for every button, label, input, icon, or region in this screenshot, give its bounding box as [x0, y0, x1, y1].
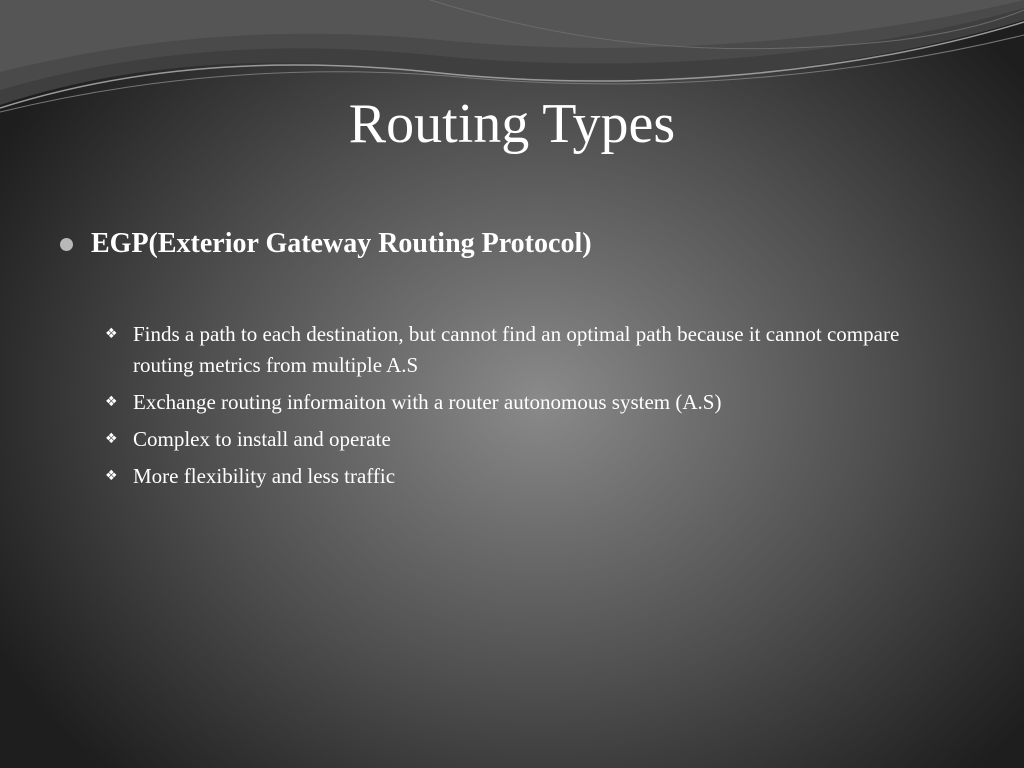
sub-bullet-text: More flexibility and less traffic — [133, 464, 396, 488]
sub-bullet-item — [105, 387, 925, 418]
sub-bullet-item — [105, 461, 925, 492]
round-bullet-icon — [60, 238, 73, 251]
diamond-bullet-icon: ❖ — [105, 326, 118, 342]
diamond-bullet-icon: ❖ — [105, 394, 118, 410]
diamond-bullet-icon: ❖ — [105, 468, 118, 484]
sub-bullet-text: Exchange routing informaiton with a router autonomous system (A.S) — [133, 390, 722, 414]
sub-bullet-item — [105, 424, 925, 455]
main-bullet — [60, 224, 592, 264]
sub-bullet-text: Finds a path to each destination, but cannot find an optimal path because it cannot compare routing metrics from multiple A.S — [133, 322, 900, 377]
sub-bullet-item — [105, 319, 925, 381]
slide-title: Routing Types — [348, 93, 676, 155]
sub-bullet-text: Complex to install and operate — [133, 427, 391, 451]
sub-bullet-list — [105, 319, 925, 498]
main-bullet-text: EGP(Exterior Gateway Routing Protocol) — [91, 228, 592, 259]
diamond-bullet-icon: ❖ — [105, 431, 118, 447]
